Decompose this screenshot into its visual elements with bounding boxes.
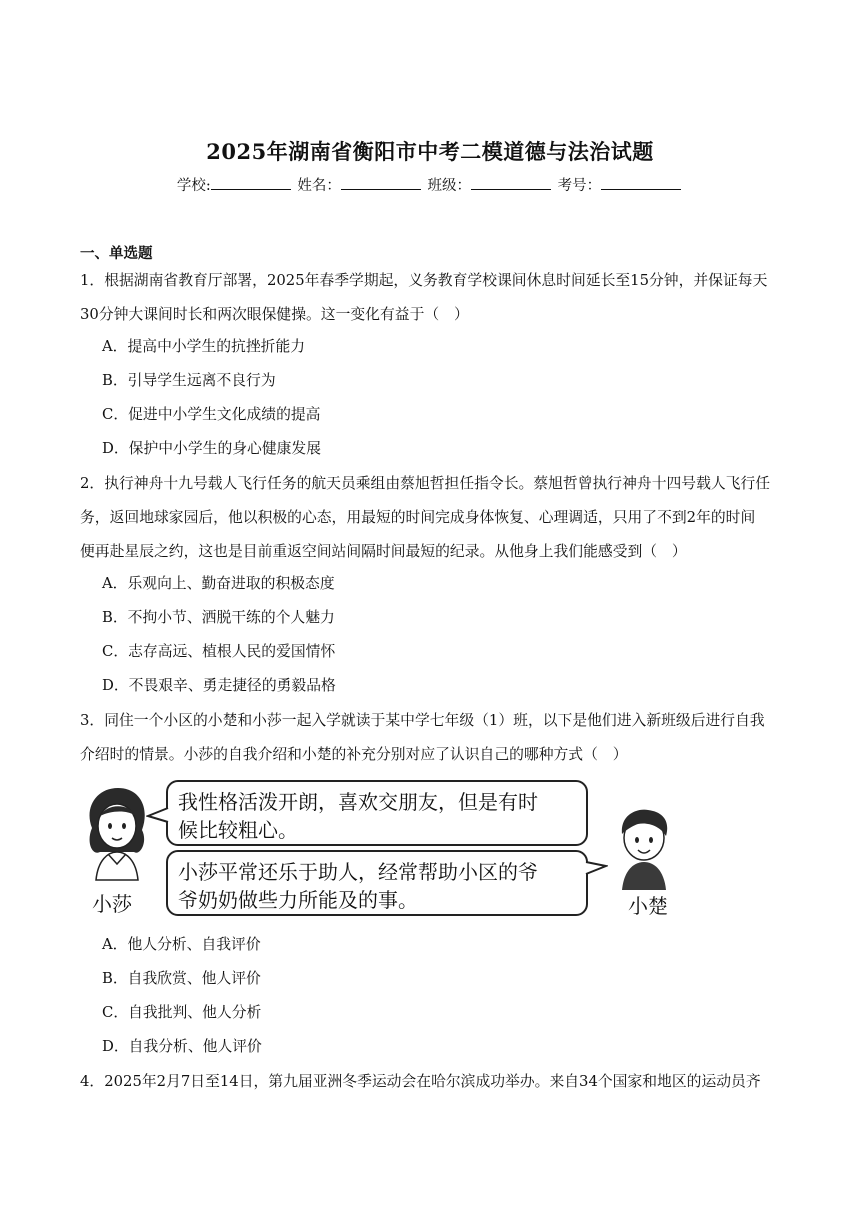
speech-bubble-xiaosha <box>166 780 588 846</box>
question-1-option-a[interactable]: A．提高中小学生的抗挫折能力 <box>102 338 306 355</box>
dialogue-illustration <box>78 776 682 920</box>
bubble-line: 小莎平常还乐于助人，经常帮助小区的爷 <box>178 860 538 884</box>
girl-figure <box>78 782 156 882</box>
question-3-stem <box>80 704 782 772</box>
question-2-option-d[interactable]: D．不畏艰辛、勇走捷径的勇毅品格 <box>102 677 336 694</box>
exam-no-blank[interactable] <box>601 175 681 190</box>
question-3-option-b[interactable]: B．自我欣赏、他人评价 <box>102 970 261 987</box>
question-2-option-c[interactable]: C．志存高远、植根人民的爱国情怀 <box>102 643 336 660</box>
speech-bubble-xiaochu <box>166 850 588 916</box>
school-label: 学校: <box>176 178 211 194</box>
section-heading: 一、单选题 <box>80 245 153 262</box>
bubble-line: 候比较粗心。 <box>178 818 298 842</box>
boy-figure <box>608 804 680 890</box>
question-2-stem <box>80 467 782 569</box>
question-3-option-c[interactable]: C．自我批判、他人分析 <box>102 1004 262 1021</box>
question-line: 介绍时的情景。小莎的自我介绍和小楚的补充分别对应了认识自己的哪种方式（ ） <box>80 746 628 763</box>
question-1-option-b[interactable]: B．引导学生远离不良行为 <box>102 372 276 389</box>
question-4-stem <box>80 1065 782 1099</box>
name-blank[interactable] <box>341 175 421 190</box>
question-1-stem <box>80 264 782 332</box>
question-line: 2．执行神舟十九号载人飞行任务的航天员乘组由蔡旭哲担任指令长。蔡旭哲曾执行神舟十四号载人飞行任 <box>80 475 771 492</box>
question-1-option-d[interactable]: D．保护中小学生的身心健康发展 <box>102 440 322 457</box>
bubble-tail-right <box>584 860 608 880</box>
left-character-name: 小莎 <box>92 892 132 916</box>
bubble-line: 爷奶奶做些力所能及的事。 <box>178 888 418 912</box>
question-line: 1．根据湖南省教育厅部署，2025年春季学期起，义务教育学校课间休息时间延长至15分钟，并保证每天 <box>80 272 768 289</box>
question-1-option-c[interactable]: C．促进中小学生文化成绩的提高 <box>102 406 321 423</box>
question-line: 便再赴星辰之约，这也是目前重返空间站间隔时间最短的纪录。从他身上我们能感受到（ ） <box>80 543 687 560</box>
bubble-line: 我性格活泼开朗，喜欢交朋友，但是有时 <box>178 790 538 814</box>
question-3-option-d[interactable]: D．自我分析、他人评价 <box>102 1038 262 1055</box>
question-line: 3．同住一个小区的小楚和小莎一起入学就读于某中学七年级（1）班，以下是他们进入新班级后进行自我 <box>80 712 765 729</box>
student-info-line <box>0 174 860 195</box>
class-label: 班级： <box>427 178 471 194</box>
class-blank[interactable] <box>471 175 551 190</box>
question-line: 30分钟大课间时长和两次眼保健操。这一变化有益于（ ） <box>80 306 469 323</box>
right-character-name: 小楚 <box>628 894 668 918</box>
question-line: 4．2025年2月7日至14日，第九届亚洲冬季运动会在哈尔滨成功举办。来自34个国家和地区的运动员齐 <box>80 1073 761 1090</box>
exam-title: 2025年湖南省衡阳市中考二模道德与法治试题 <box>206 139 654 164</box>
question-line: 务，返回地球家园后，他以积极的心态，用最短的时间完成身体恢复、心理调适，只用了不到2年的时间 <box>80 509 756 526</box>
school-blank[interactable] <box>211 175 291 190</box>
question-2-option-a[interactable]: A．乐观向上、勤奋进取的积极态度 <box>102 575 335 592</box>
question-3-option-a[interactable]: A．他人分析、自我评价 <box>102 936 261 953</box>
name-label: 姓名： <box>297 178 341 194</box>
question-2-option-b[interactable]: B．不拘小节、洒脱干练的个人魅力 <box>102 609 335 626</box>
bubble-tail-left <box>146 806 170 826</box>
exam-no-label: 考号： <box>557 178 602 194</box>
